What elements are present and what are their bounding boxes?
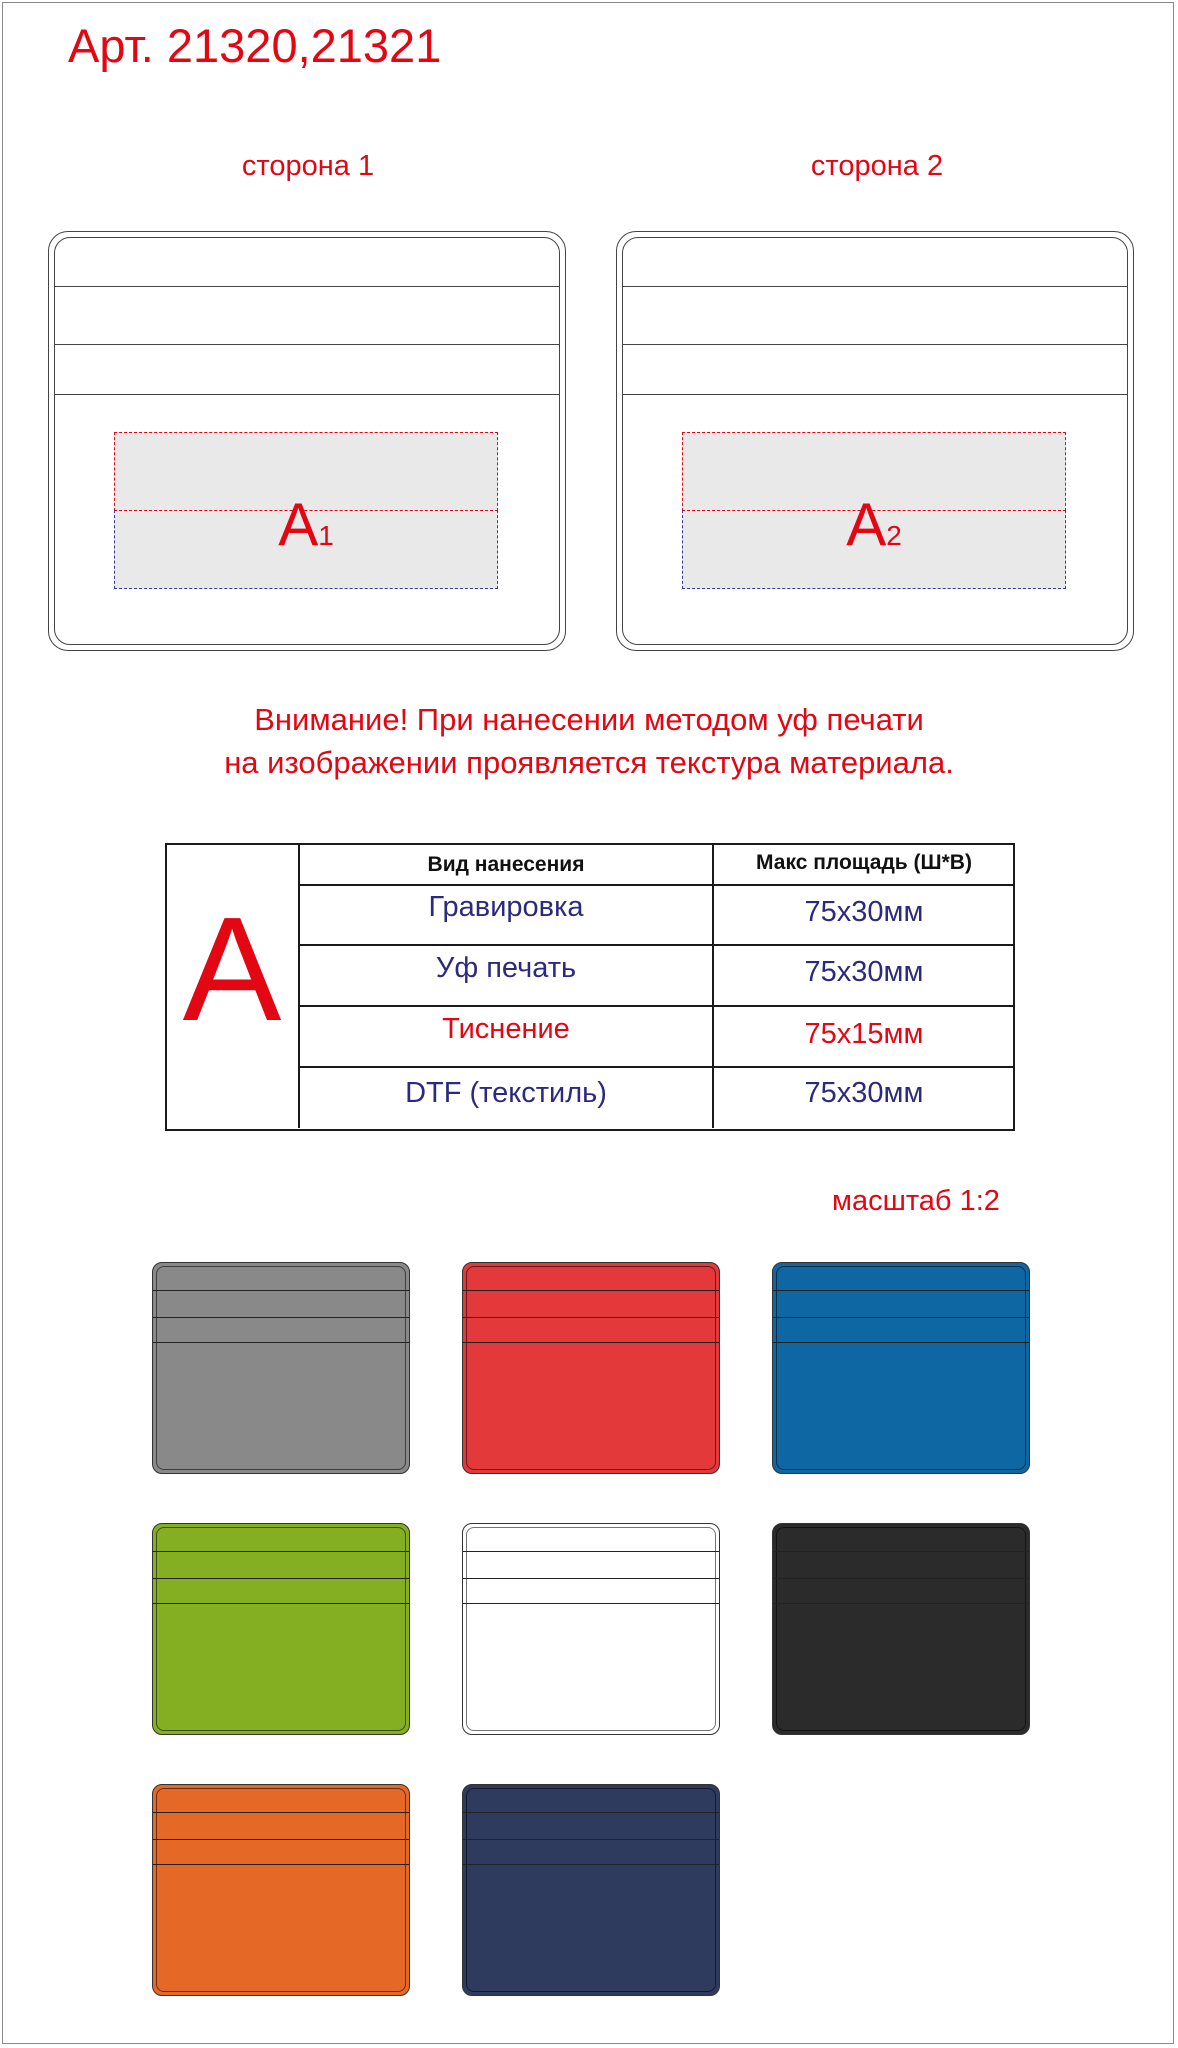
pocket-line	[153, 1812, 409, 1813]
application-table	[165, 843, 1015, 1131]
color-swatch-card	[462, 1523, 720, 1735]
pocket-line	[773, 1551, 1029, 1552]
swatch-inner-outline	[776, 1527, 1026, 1731]
row-4-method: DTF (текстиль)	[405, 1077, 607, 1109]
pocket-line	[153, 1551, 409, 1552]
pocket-line	[463, 1864, 719, 1865]
area-letter-big: A	[182, 887, 282, 1052]
pocket-line	[153, 1290, 409, 1291]
color-swatch-card	[772, 1262, 1030, 1474]
area-index: 2	[886, 520, 902, 551]
pocket-line	[54, 344, 560, 345]
pocket-line	[463, 1839, 719, 1840]
pocket-line	[773, 1317, 1029, 1318]
swatch-inner-outline	[156, 1266, 406, 1470]
row-2-method: Уф печать	[435, 952, 577, 984]
area-letter: A	[278, 491, 319, 558]
pocket-line	[463, 1290, 719, 1291]
pocket-line	[463, 1603, 719, 1604]
pocket-line	[773, 1290, 1029, 1291]
pocket-line	[463, 1578, 719, 1579]
pocket-line	[54, 394, 560, 395]
color-swatch-card	[772, 1523, 1030, 1735]
swatch-inner-outline	[466, 1527, 716, 1731]
pocket-line	[463, 1551, 719, 1552]
pocket-line	[153, 1317, 409, 1318]
swatch-inner-outline	[466, 1788, 716, 1992]
warning-line-2: на изображении проявляется текстура материала.	[224, 745, 954, 780]
row-3-method: Тиснение	[442, 1013, 570, 1045]
pocket-line	[622, 344, 1128, 345]
pocket-line	[153, 1603, 409, 1604]
color-swatch-card	[152, 1523, 410, 1735]
row-3-size: 75х15мм	[804, 1018, 924, 1050]
pocket-line	[773, 1603, 1029, 1604]
row-2-size: 75х30мм	[804, 956, 924, 988]
header-max-area: Макс площадь (Ш*В)	[756, 851, 972, 874]
row-1-method: Гравировка	[428, 891, 584, 923]
area-index: 1	[318, 520, 334, 551]
pocket-line	[153, 1578, 409, 1579]
pocket-line	[463, 1812, 719, 1813]
print-area-label	[114, 490, 498, 571]
area-letter-cell	[167, 845, 300, 1128]
pocket-line	[622, 394, 1128, 395]
scale-label: масштаб 1:2	[832, 1185, 1000, 1217]
pocket-line	[463, 1342, 719, 1343]
row-4-size: 75х30мм	[804, 1077, 924, 1109]
row-1-size: 75х30мм	[804, 896, 924, 928]
color-swatch-card	[462, 1262, 720, 1474]
side-2-label: сторона 2	[810, 150, 944, 182]
swatch-inner-outline	[156, 1788, 406, 1992]
color-swatch-card	[462, 1784, 720, 1996]
page-title: Арт. 21320,21321	[68, 19, 442, 72]
swatch-inner-outline	[776, 1266, 1026, 1470]
side-1-label: сторона 1	[241, 150, 375, 182]
warning-line-1: Внимание! При нанесении методом уф печати	[254, 702, 924, 737]
color-swatch-card	[152, 1784, 410, 1996]
card-side-1	[48, 231, 566, 651]
pocket-line	[773, 1342, 1029, 1343]
print-area-label	[682, 490, 1066, 571]
header-method: Вид нанесения	[427, 853, 585, 876]
pocket-line	[773, 1578, 1029, 1579]
swatch-inner-outline	[466, 1266, 716, 1470]
card-side-2	[616, 231, 1134, 651]
pocket-line	[153, 1839, 409, 1840]
swatch-inner-outline	[156, 1527, 406, 1731]
pocket-line	[54, 286, 560, 287]
pocket-line	[153, 1342, 409, 1343]
pocket-line	[622, 286, 1128, 287]
pocket-line	[153, 1864, 409, 1865]
area-letter: A	[846, 491, 887, 558]
print-area-a1	[114, 432, 498, 589]
print-area-a2	[682, 432, 1066, 589]
pocket-line	[463, 1317, 719, 1318]
color-swatch-card	[152, 1262, 410, 1474]
